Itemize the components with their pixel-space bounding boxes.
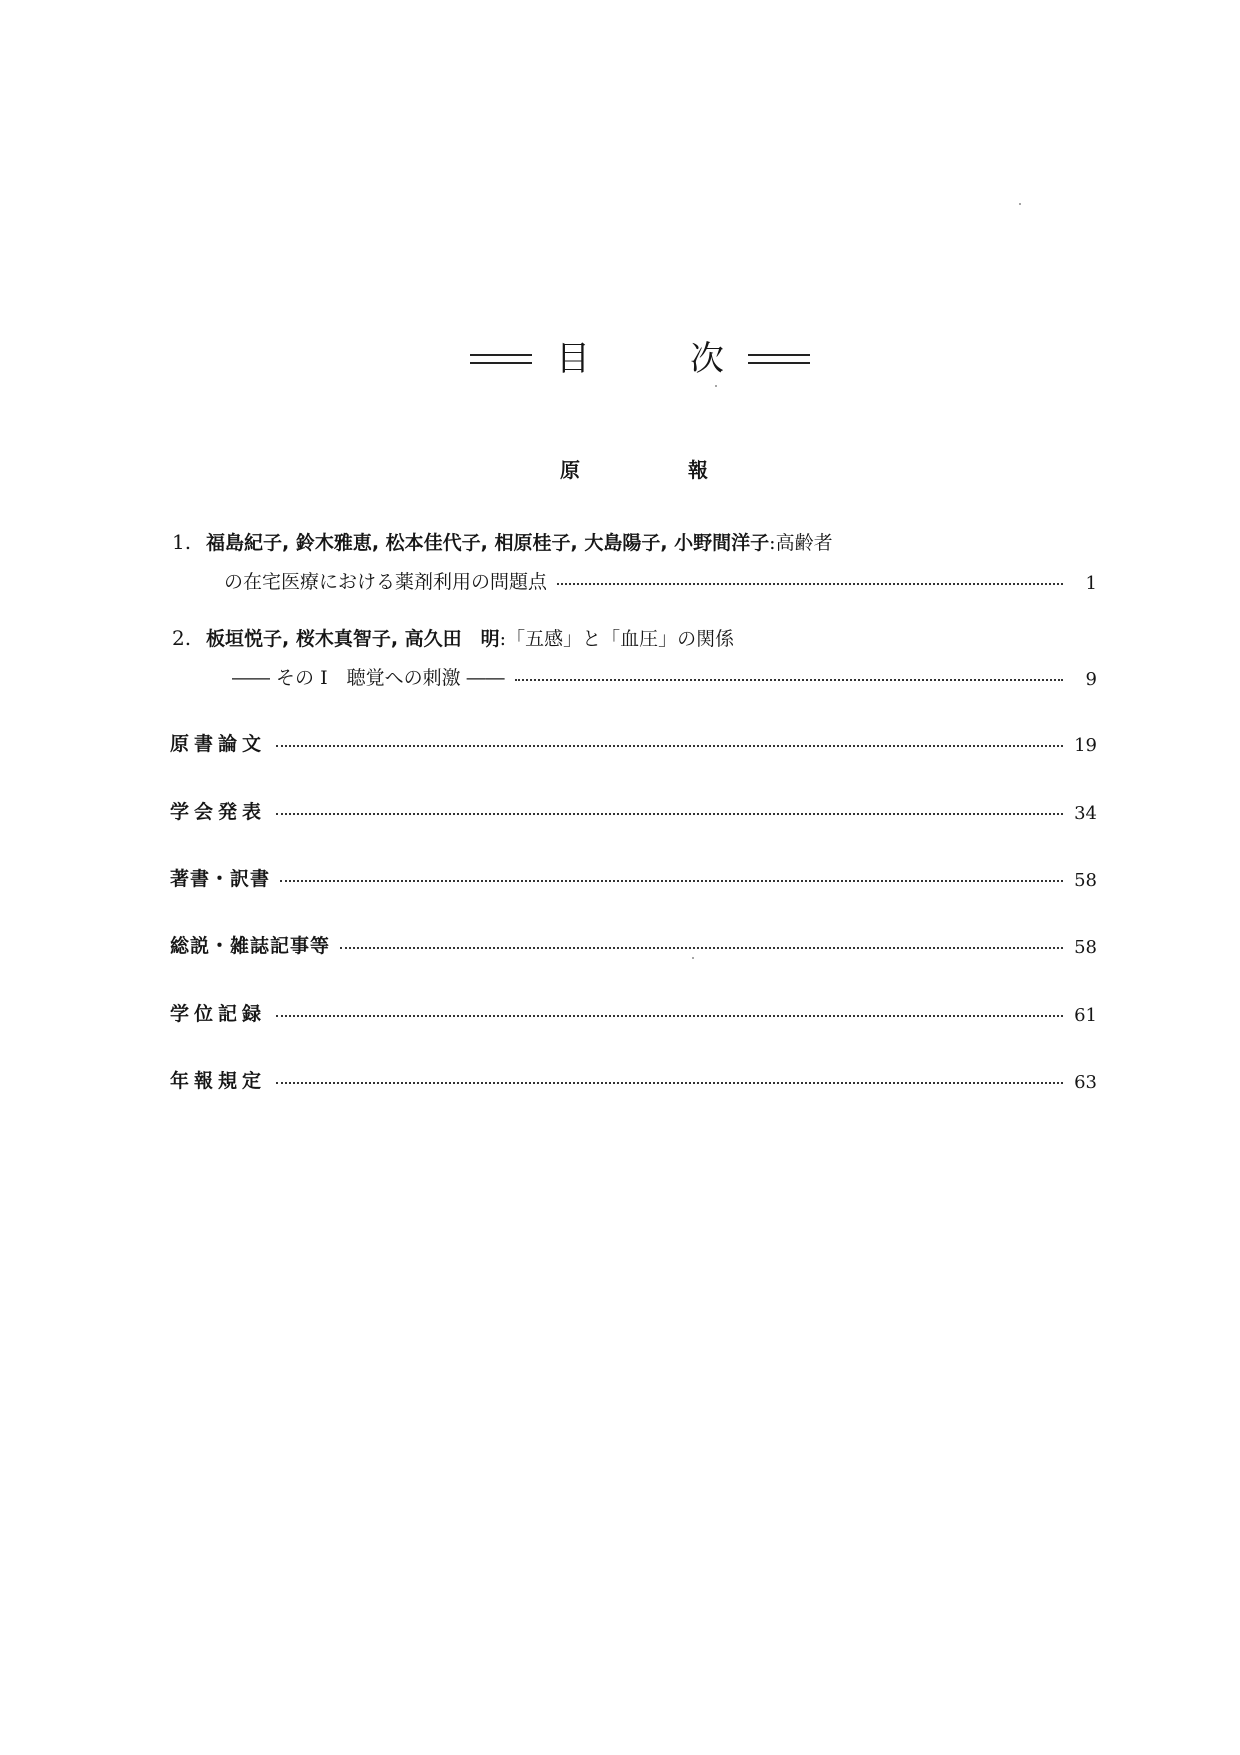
leader-dots [276, 1081, 1063, 1084]
article-authors: 福島紀子, 鈴木雅恵, 松本佳代子, 相原桂子, 大島陽子, 小野間洋子 [206, 532, 770, 554]
scan-speck [692, 957, 694, 959]
toc-category-6 [170, 1059, 1097, 1093]
title-char-2: 次 [690, 339, 724, 379]
scan-speck [715, 385, 717, 387]
page-number: 58 [1074, 870, 1097, 891]
section-char-1: 原 [560, 458, 580, 482]
article-authors: 板垣悦子, 桜木真智子, 高久田 明 [206, 628, 500, 650]
page-number: 19 [1074, 735, 1097, 756]
title-right-rule [748, 354, 810, 364]
section-heading [560, 454, 708, 483]
toc-title [470, 334, 810, 384]
article-number: 2. [172, 626, 192, 650]
toc-category-2 [170, 790, 1097, 824]
category-label: 原書論文 [170, 733, 267, 755]
category-label: 総説・雑誌記事等 [170, 935, 331, 957]
leader-dots [276, 1014, 1063, 1017]
page-number: 58 [1074, 937, 1097, 958]
article-title-first: 高齢者 [775, 532, 833, 554]
page-number: 61 [1074, 1005, 1097, 1026]
title-left-rule [470, 354, 532, 364]
leader-dots [280, 879, 1063, 882]
page-number: 9 [1085, 669, 1097, 690]
page-number: 1 [1085, 573, 1097, 594]
article-title-second: ―― その I 聴覚への刺激 ―― [232, 667, 505, 689]
page-number: 34 [1074, 803, 1097, 824]
toc-category-4 [170, 924, 1097, 958]
toc-category-1 [170, 722, 1097, 756]
section-char-2: 報 [688, 458, 708, 482]
leader-dots [276, 812, 1063, 815]
toc-article-2 [172, 622, 1097, 690]
toc-article-1 [172, 526, 1097, 594]
article-separator: : [499, 628, 507, 650]
article-separator: : [769, 532, 776, 554]
leader-dots [557, 582, 1063, 585]
toc-category-3 [170, 857, 1097, 891]
page-number: 63 [1074, 1072, 1097, 1093]
article-number: 1. [172, 530, 192, 554]
category-label: 学会発表 [170, 801, 267, 823]
category-label: 年報規定 [170, 1070, 267, 1092]
title-char-1: 目 [556, 339, 590, 379]
leader-dots [276, 744, 1063, 747]
toc-category-5 [170, 992, 1097, 1026]
category-label: 著書・訳書 [170, 868, 271, 890]
leader-dots [340, 946, 1063, 949]
article-title-second: の在宅医療における薬剤利用の問題点 [224, 571, 548, 593]
scan-speck [1019, 203, 1021, 205]
leader-dots [515, 678, 1063, 681]
category-label: 学位記録 [170, 1003, 267, 1025]
article-title-first: 「五感」と「血圧」の関係 [506, 628, 735, 650]
